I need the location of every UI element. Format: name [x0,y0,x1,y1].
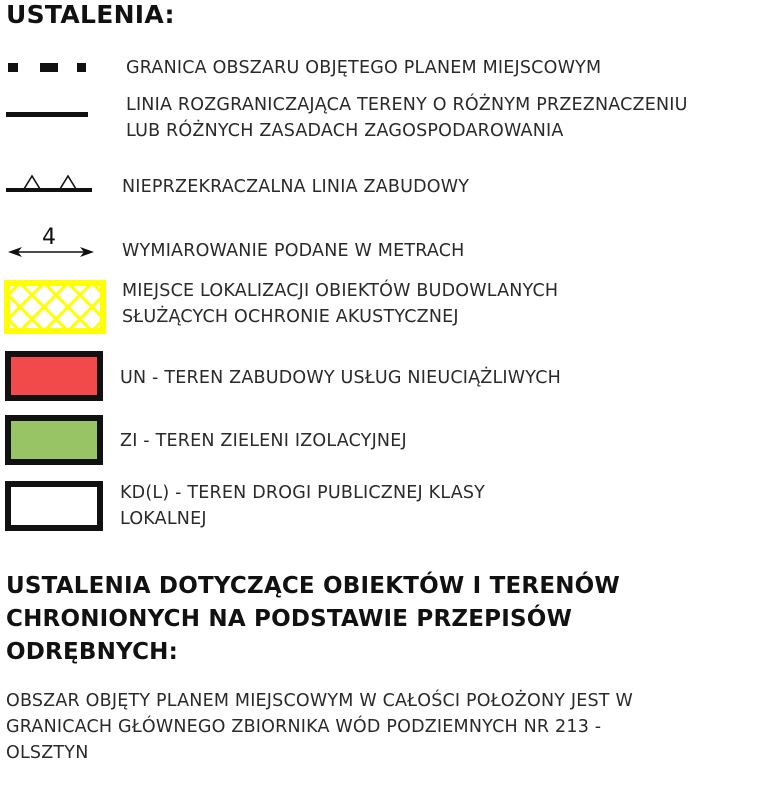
legend-label-zi: ZI - TEREN ZIELENI IZOLACYJNEJ [120,431,407,451]
dimension-arrow-symbol [6,222,96,262]
protected-areas-heading [6,570,706,669]
dimension-value: 4 [42,225,56,250]
protected-areas-heading-line-3: ODRĘBNYCH: [6,639,179,665]
groundwater-note-line-3: OLSZTYN [6,743,89,763]
yellow-crosshatch-symbol [4,280,106,334]
groundwater-note [6,688,706,766]
groundwater-note-line-1: OBSZAR OBJĘTY PLANEM MIEJSCOWYM W CAŁOŚCI POŁOŻONY JEST W [6,691,633,711]
legend-label-dimension: WYMIAROWANIE PODANE W METRACH [122,241,465,261]
kdl-road-area-swatch [5,481,103,531]
legend-label-un: UN - TEREN ZABUDOWY USŁUG NIEUCIĄŻLIWYCH [120,368,562,388]
protected-areas-heading-line-2: CHRONIONYCH NA PODSTAWIE PRZEPISÓW [6,606,573,632]
legend-label-building-line: NIEPRZEKRACZALNA LINIA ZABUDOWY [122,177,470,197]
legend-label-boundary: GRANICA OBSZARU OBJĘTEGO PLANEM MIEJSCOWYM [126,58,602,78]
legend-heading: USTALENIA: [6,0,175,29]
un-service-area-swatch [5,351,103,401]
protected-areas-heading-line-1: USTALENIA DOTYCZĄCE OBIEKTÓW I TERENÓW [6,573,621,599]
building-line-triangle-symbol [6,170,96,194]
legend-label-dividing-line-1: LINIA ROZGRANICZAJĄCA TERENY O RÓŻNYM PRZEZNACZENIU [126,95,688,115]
solid-line-symbol [6,108,90,122]
legend-label-acoustic-1: MIEJSCE LOKALIZACJI OBIEKTÓW BUDOWLANYCH [122,281,559,301]
legend-label-acoustic-2: SŁUŻĄCYCH OCHRONIE AKUSTYCZNEJ [122,307,459,327]
legend-label-dividing-line-2: LUB RÓŻNYCH ZASADACH ZAGOSPODAROWANIA [126,121,564,141]
boundary-dashed-line-symbol [6,60,90,76]
legend-label-kdl-2: LOKALNEJ [120,509,207,529]
legend-label-kdl-1: KD(L) - TEREN DROGI PUBLICZNEJ KLASY [120,483,486,503]
zi-green-area-swatch [5,415,103,465]
groundwater-note-line-2: GRANICACH GŁÓWNEGO ZBIORNIKA WÓD PODZIEMNYCH NR 213 - [6,717,602,737]
